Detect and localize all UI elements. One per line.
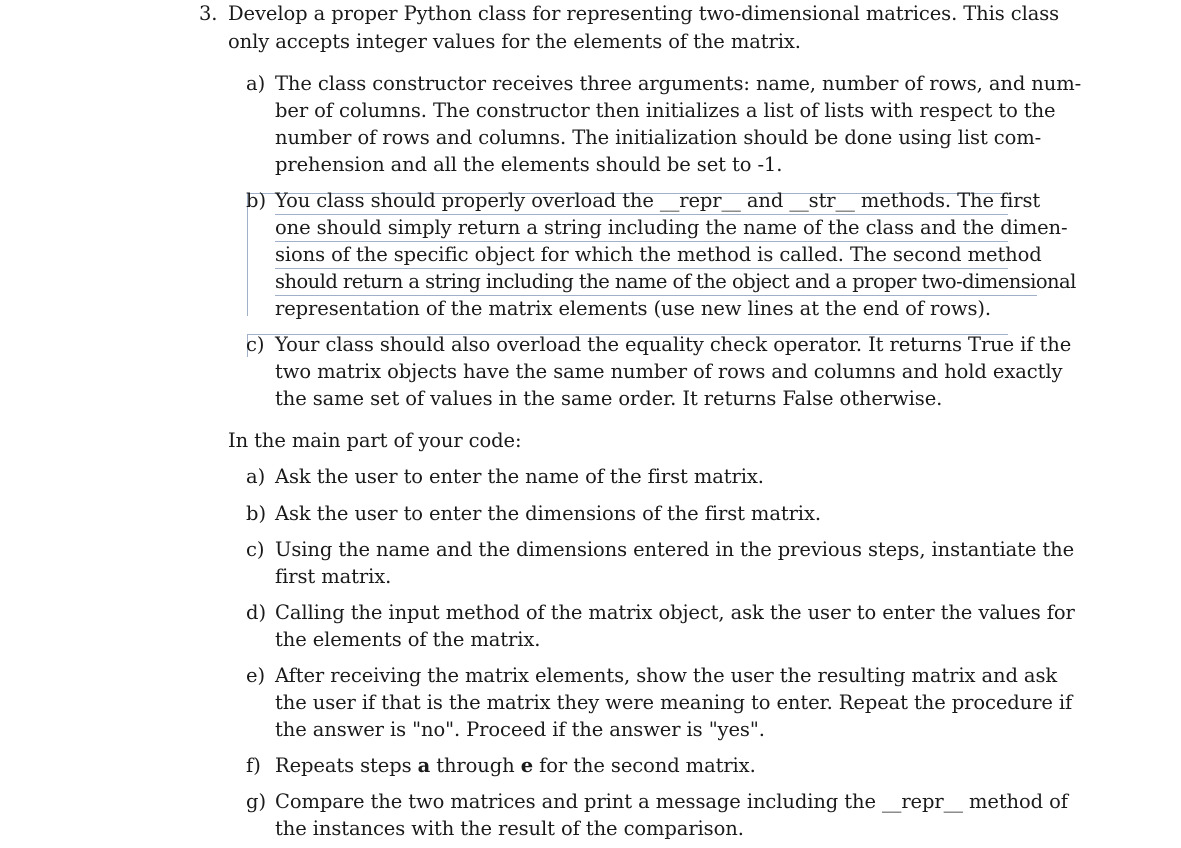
class-part-a-line-1: The class constructor receives three arguments: name, number of rows, and num- bbox=[275, 72, 1082, 95]
class-part-a-line-4: prehension and all the elements should be set to -1. bbox=[275, 153, 783, 176]
main-part-heading: In the main part of your code: bbox=[228, 429, 522, 452]
main-step-g-line-1: Compare the two matrices and print a message including the __repr__ method of bbox=[275, 790, 1068, 813]
class-part-a-line-3: number of rows and columns. The initialization should be done using list com- bbox=[275, 126, 1042, 149]
main-step-e-line-2: the user if that is the matrix they were meaning to enter. Repeat the procedure if bbox=[275, 691, 1073, 714]
highlight-underline bbox=[275, 295, 1037, 296]
class-part-b-line-5: representation of the matrix elements (use new lines at the end of rows). bbox=[275, 297, 991, 320]
main-step-f-line-1 bbox=[275, 755, 756, 777]
step-f-bold-e: e bbox=[520, 754, 534, 777]
main-step-g-line-2: the instances with the result of the comparison. bbox=[275, 817, 744, 840]
main-step-f-label: f) bbox=[246, 754, 261, 777]
class-part-b-line-2: one should simply return a string including the name of the class and the dimen- bbox=[275, 216, 1068, 239]
highlight-underline bbox=[275, 268, 1008, 269]
class-part-b-line-4: should return a string including the name of the object and a proper two-dimensional bbox=[275, 270, 1076, 293]
class-part-c-line-3: the same set of values in the same order. It returns False otherwise. bbox=[275, 387, 943, 410]
main-step-b-line-1: Ask the user to enter the dimensions of the first matrix. bbox=[275, 502, 821, 525]
main-step-e-line-1: After receiving the matrix elements, show the user the resulting matrix and ask bbox=[275, 664, 1058, 687]
main-step-c-line-2: first matrix. bbox=[275, 565, 392, 588]
question-intro-line-2: only accepts integer values for the elements of the matrix. bbox=[228, 30, 801, 53]
main-step-c-line-1: Using the name and the dimensions entered in the previous steps, instantiate the bbox=[275, 538, 1075, 561]
class-part-b-line-3: sions of the specific object for which the method is called. The second method bbox=[275, 243, 1042, 266]
question-intro-line-1: Develop a proper Python class for representing two-dimensional matrices. This class bbox=[228, 2, 1060, 25]
step-f-text: through bbox=[430, 754, 521, 777]
class-part-c-line-2: two matrix objects have the same number of rows and columns and hold exactly bbox=[275, 360, 1063, 383]
class-part-b-label: b) bbox=[246, 189, 267, 212]
class-part-a-line-2: ber of columns. The constructor then initializes a list of lists with respect to the bbox=[275, 99, 1056, 122]
main-step-a-label: a) bbox=[246, 465, 266, 488]
main-step-b-label: b) bbox=[246, 502, 267, 525]
main-step-d-line-1: Calling the input method of the matrix object, ask the user to enter the values for bbox=[275, 601, 1075, 624]
main-step-c-label: c) bbox=[246, 538, 265, 561]
step-f-bold-a: a bbox=[417, 754, 431, 777]
question-number: 3. bbox=[199, 2, 218, 25]
step-f-text: Repeats steps bbox=[275, 754, 418, 777]
main-step-a-line-1: Ask the user to enter the name of the first matrix. bbox=[275, 465, 764, 488]
main-step-g-label: g) bbox=[246, 790, 267, 813]
highlight-underline bbox=[275, 214, 1008, 215]
class-part-a-label: a) bbox=[246, 72, 266, 95]
class-part-c-line-1: Your class should also overload the equality check operator. It returns True if the bbox=[275, 333, 1072, 356]
class-part-c-label: c) bbox=[246, 333, 265, 356]
class-part-b-line-1: You class should properly overload the __repr__ and __str__ methods. The first bbox=[275, 189, 1041, 212]
step-f-text: for the second matrix. bbox=[533, 754, 756, 777]
highlight-underline bbox=[275, 241, 1008, 242]
main-step-d-label: d) bbox=[246, 601, 267, 624]
main-step-e-line-3: the answer is "no". Proceed if the answer is "yes". bbox=[275, 718, 765, 741]
main-step-e-label: e) bbox=[246, 664, 266, 687]
main-step-d-line-2: the elements of the matrix. bbox=[275, 628, 541, 651]
